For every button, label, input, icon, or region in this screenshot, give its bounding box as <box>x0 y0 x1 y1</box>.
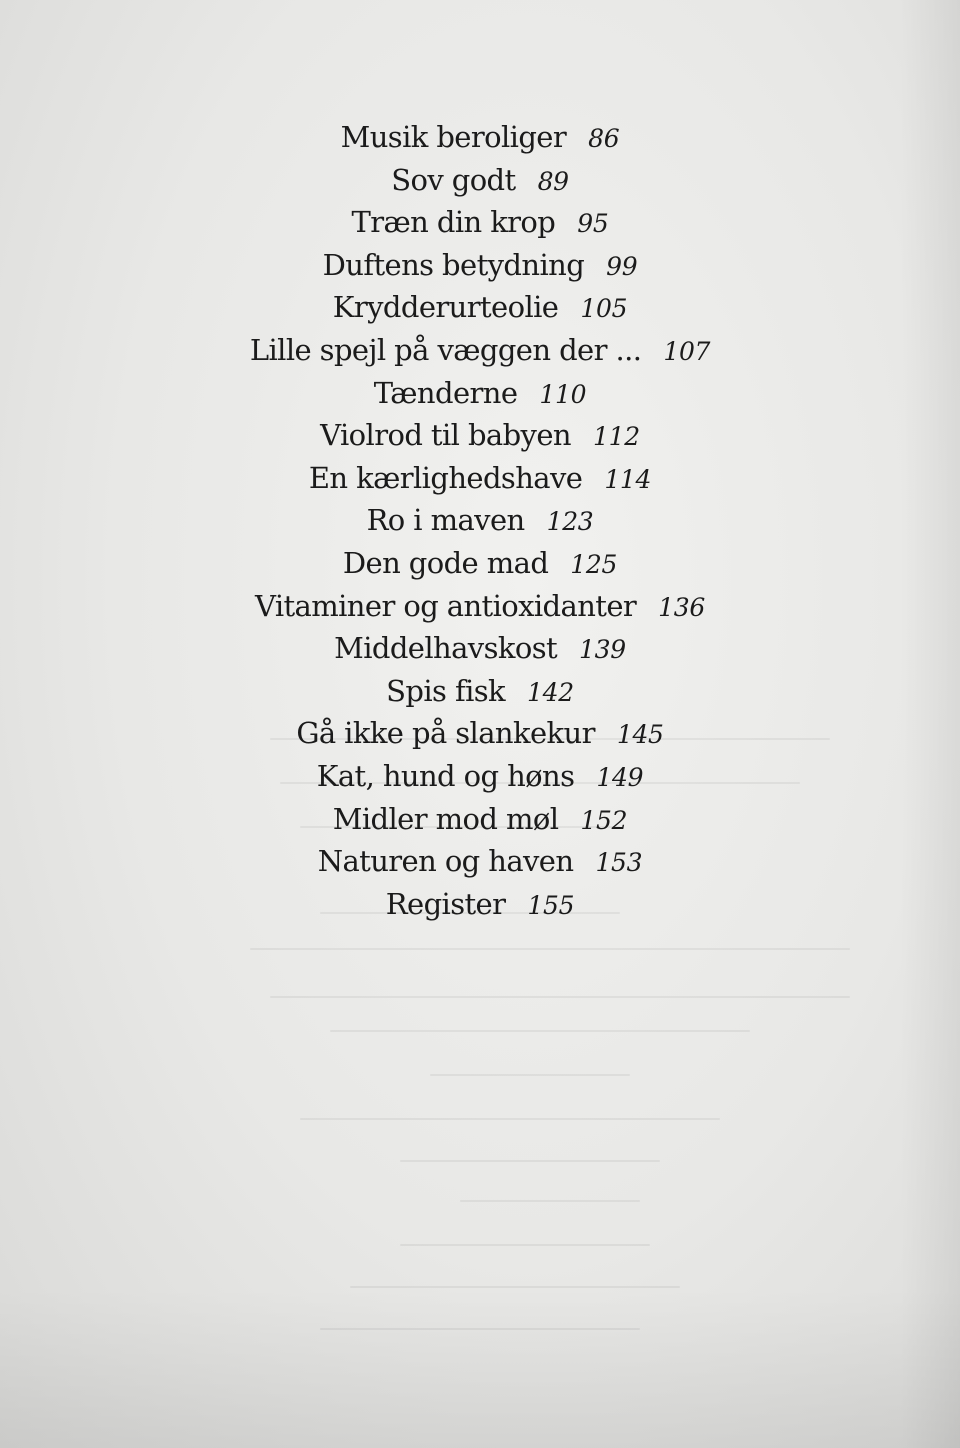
toc-entry <box>0 414 960 457</box>
toc-entry-page: 125 <box>570 549 618 579</box>
toc-entry <box>0 329 960 372</box>
toc-entry-title: Naturen og haven <box>317 844 574 879</box>
toc-entry-title: Tænderne <box>373 375 518 410</box>
toc-entry-page: 149 <box>596 762 644 792</box>
toc-entry <box>0 457 960 500</box>
page-edge-shadow <box>900 0 960 1448</box>
toc-entry-title: Duftens betydning <box>322 247 585 282</box>
toc-entry <box>0 755 960 798</box>
toc-entry-title: Vitaminer og antioxidanter <box>254 588 637 623</box>
toc-entry-title: Musik beroliger <box>340 120 567 154</box>
toc-entry-title: Middelhavskost <box>334 631 558 666</box>
toc-entry-title: En kærlighedshave <box>308 460 583 495</box>
toc-entry <box>0 286 960 329</box>
toc-entry-title: Register <box>385 886 506 921</box>
toc-entry-page: 99 <box>606 251 638 281</box>
toc-entry <box>0 883 960 926</box>
toc-entry-title: Sov godt <box>391 162 516 197</box>
toc-entry-title: Træn din krop <box>351 205 556 240</box>
toc-entry-page: 145 <box>616 720 664 750</box>
toc-entry <box>0 201 960 244</box>
toc-entry-title: Violrod til babyen <box>320 418 571 453</box>
toc-entry <box>0 116 960 159</box>
toc-entry <box>0 244 960 287</box>
toc-entry-page: 95 <box>577 209 609 239</box>
toc-entry-title: Midler mod møl <box>332 801 559 836</box>
toc-entry-title: Den gode mad <box>342 545 549 580</box>
toc-entry-page: 86 <box>588 124 620 153</box>
toc-entry-title: Lille spejl på væggen der ... <box>249 332 642 367</box>
table-of-contents <box>0 116 960 925</box>
toc-entry-page: 142 <box>527 677 574 707</box>
toc-entry <box>0 372 960 415</box>
toc-entry-title: Ro i maven <box>366 503 525 538</box>
toc-entry <box>0 159 960 202</box>
toc-entry-page: 136 <box>658 592 705 622</box>
toc-entry-page: 107 <box>663 336 711 366</box>
toc-entry-page: 89 <box>537 166 569 196</box>
toc-entry <box>0 670 960 713</box>
toc-entry <box>0 585 960 628</box>
toc-entry-page: 110 <box>539 379 587 409</box>
toc-entry-page: 152 <box>580 805 628 835</box>
toc-entry-page: 153 <box>595 848 643 878</box>
toc-entry-title: Kat, hund og høns <box>316 758 575 793</box>
toc-entry <box>0 627 960 670</box>
toc-entry <box>0 840 960 883</box>
toc-entry-page: 114 <box>604 464 652 494</box>
toc-entry <box>0 798 960 841</box>
toc-entry <box>0 712 960 755</box>
toc-entry-page: 139 <box>579 635 626 665</box>
toc-entry <box>0 499 960 542</box>
toc-entry-page: 155 <box>527 890 575 920</box>
toc-entry-page: 105 <box>580 294 628 324</box>
toc-entry-page: 112 <box>592 422 640 452</box>
page-bottom-shadow <box>0 1288 960 1448</box>
toc-entry-page: 123 <box>546 507 594 537</box>
toc-entry <box>0 542 960 585</box>
toc-entry-title: Spis fisk <box>386 673 506 708</box>
toc-entry-title: Gå ikke på slankekur <box>296 716 595 751</box>
toc-entry-title: Krydderurteolie <box>332 290 559 325</box>
